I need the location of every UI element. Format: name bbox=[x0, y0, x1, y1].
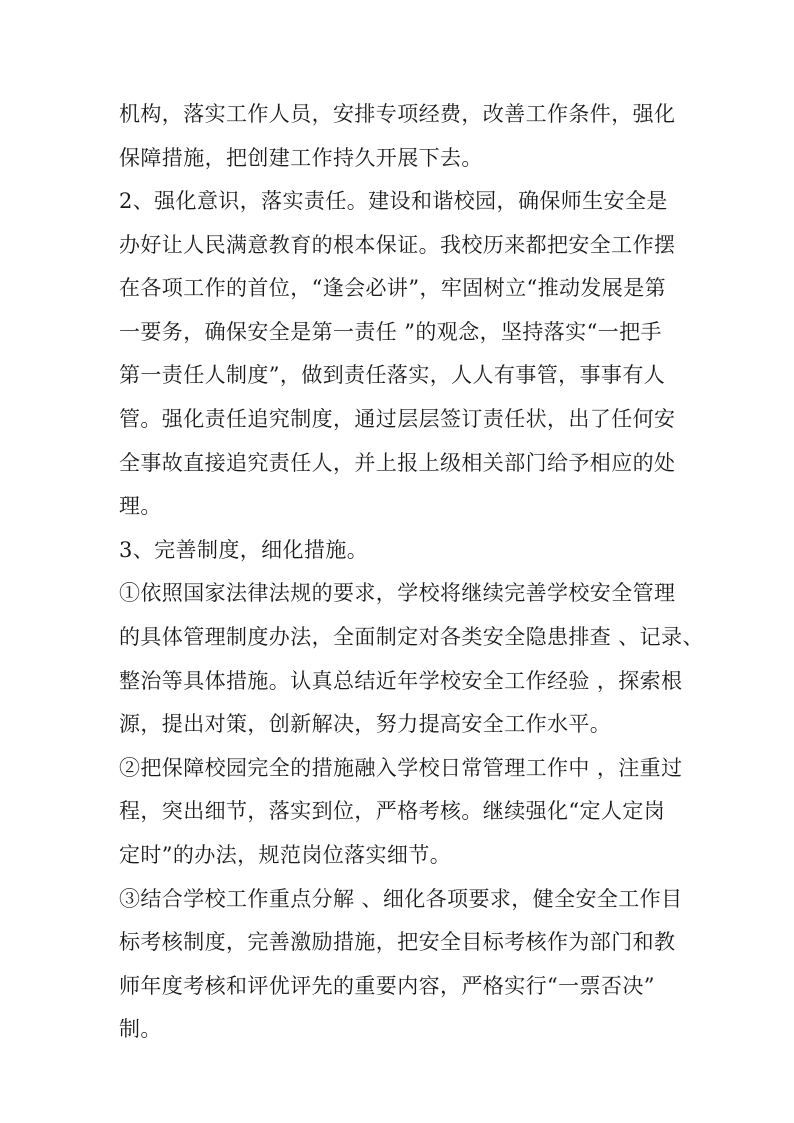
text-line: 全事故直接追究责任人，并上报上级相关部门给予相应的处 bbox=[119, 451, 676, 475]
text-line: 第一责任人制度”，做到责任落实，人人有事管，事事有人 bbox=[119, 363, 666, 387]
text-line: 制。 bbox=[119, 1017, 162, 1041]
text-line: 程，突出细节，落实到位，严格考核。继续强化“定人定岗 bbox=[119, 799, 666, 823]
text-line: 在各项工作的首位，“逢会必讲”，牢固树立“推动发展是第 bbox=[119, 276, 667, 300]
text-line: ③结合学校工作重点分解 、细化各项要求，健全安全工作目 bbox=[119, 887, 683, 911]
text-line: 办好让人民满意教育的根本保证。我校历来都把安全工作摆 bbox=[119, 233, 676, 257]
text-line: 一要务，确保安全是第一责任 ”的观念，坚持落实“一把手 bbox=[119, 320, 662, 344]
text-line: 保障措施，把创建工作持久开展下去。 bbox=[119, 146, 483, 170]
text-line: 机构，落实工作人员，安排专项经费，改善工作条件，强化 bbox=[119, 102, 676, 126]
text-line: 2、强化意识，落实责任。建设和谐校园，确保师生安全是 bbox=[119, 189, 668, 213]
text-line: ①依照国家法律法规的要求，学校将继续完善学校安全管理 bbox=[119, 581, 676, 605]
text-line: 的具体管理制度办法，全面制定对各类安全隐患排查 、记录、 bbox=[119, 625, 704, 649]
text-line: 管。强化责任追究制度，通过层层签订责任状，出了任何安 bbox=[119, 407, 676, 431]
text-line: 理。 bbox=[119, 494, 162, 518]
text-line: 3、完善制度，细化措施。 bbox=[119, 538, 369, 562]
text-line: ②把保障校园完全的措施融入学校日常管理工作中 ，注重过 bbox=[119, 756, 683, 780]
text-line: 标考核制度，完善激励措施，把安全目标考核作为部门和教 bbox=[119, 930, 676, 954]
text-line: 定时”的办法，规范岗位落实细节。 bbox=[119, 843, 452, 867]
text-line: 师年度考核和评优评先的重要内容，严格实行“一票否决” bbox=[119, 974, 655, 998]
text-line: 整治等具体措施。认真总结近年学校安全工作经验 ，探索根 bbox=[119, 669, 683, 693]
text-line: 源，提出对策，创新解决，努力提高安全工作水平。 bbox=[119, 712, 612, 736]
